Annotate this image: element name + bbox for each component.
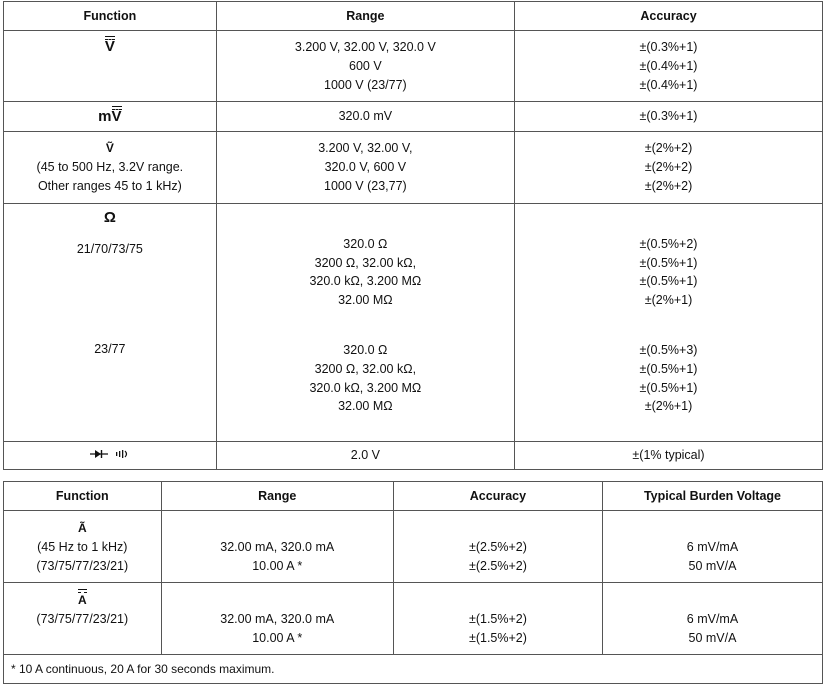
column-header-function: Function — [4, 2, 217, 31]
accuracy-cell: ±(2.5%+2) ±(2.5%+2) — [393, 511, 602, 583]
column-header-accuracy: Accuracy — [393, 482, 602, 511]
diode-continuity-icon — [90, 449, 130, 459]
continuity-beep-icon — [116, 449, 130, 459]
function-cell — [4, 102, 217, 132]
current-spec-table — [3, 481, 823, 684]
diode-icon — [90, 449, 108, 459]
table-header-row — [4, 482, 823, 511]
function-cell: A (73/75/77/23/21) — [4, 583, 162, 655]
range-cell: 2.0 V — [216, 441, 514, 469]
table-row — [4, 441, 823, 469]
dc-millivolt-icon: m V — [98, 108, 122, 126]
range-cell: 320.0 mV — [216, 102, 514, 132]
range-cell: 320.0 Ω 3200 Ω, 32.00 kΩ, 320.0 kΩ, 3.200 MΩ 32.00 MΩ 320.0 Ω 3200 Ω, 32.00 kΩ, 320.0 kΩ, 3.200 MΩ 32.00 MΩ — [216, 203, 514, 441]
ac-voltage-icon: Ṽ — [105, 141, 114, 156]
range-cell: 3.200 V, 32.00 V, 320.0 V 600 V 1000 V (23/77) — [216, 31, 514, 102]
accuracy-cell: ±(2%+2) ±(2%+2) ±(2%+2) — [515, 132, 823, 203]
function-cell: Ã (45 Hz to 1 kHz) (73/75/77/23/21) — [4, 511, 162, 583]
burden-cell: 6 mV/mA 50 mV/A — [602, 583, 822, 655]
function-cell — [4, 441, 217, 469]
ac-current-icon: Ã — [77, 521, 87, 535]
column-header-range: Range — [161, 482, 393, 511]
footnote-row — [4, 655, 823, 684]
table-row — [4, 203, 823, 441]
table-header-row — [4, 2, 823, 31]
model-list: 23/77 — [94, 342, 126, 357]
table-row — [4, 511, 823, 583]
column-header-range: Range — [216, 2, 514, 31]
table-row — [4, 583, 823, 655]
accuracy-cell: ±(0.3%+1) ±(0.4%+1) ±(0.4%+1) — [515, 31, 823, 102]
function-cell — [4, 31, 217, 102]
accuracy-cell: ±(1% typical) — [515, 441, 823, 469]
function-cell — [4, 203, 217, 441]
accuracy-cell: ±(0.5%+2) ±(0.5%+1) ±(0.5%+1) ±(2%+1) ±(0.5%+3) ±(0.5%+1) ±(0.5%+1) ±(2%+1) — [515, 203, 823, 441]
model-list: 21/70/73/75 — [76, 241, 143, 256]
table-row — [4, 102, 823, 132]
burden-cell: 6 mV/mA 50 mV/A — [602, 511, 822, 583]
ohm-icon: Ω — [103, 208, 116, 226]
accuracy-cell: ±(1.5%+2) ±(1.5%+2) — [393, 583, 602, 655]
table-row — [4, 31, 823, 102]
column-header-burden-voltage: Typical Burden Voltage — [602, 482, 822, 511]
dc-current-icon: A — [78, 591, 87, 610]
column-header-function: Function — [4, 482, 162, 511]
column-header-accuracy: Accuracy — [515, 2, 823, 31]
dc-voltage-icon: V — [104, 38, 115, 55]
accuracy-cell: ±(0.3%+1) — [515, 102, 823, 132]
range-cell: 32.00 mA, 320.0 mA 10.00 A * — [161, 583, 393, 655]
voltage-resistance-spec-table — [3, 1, 823, 470]
range-cell: 32.00 mA, 320.0 mA 10.00 A * — [161, 511, 393, 583]
table-row — [4, 132, 823, 203]
footnote: * 10 A continuous, 20 A for 30 seconds maximum. — [4, 655, 823, 684]
range-cell: 3.200 V, 32.00 V, 320.0 V, 600 V 1000 V (23,77) — [216, 132, 514, 203]
function-cell: Ṽ (45 to 500 Hz, 3.2V range. Other ranges 45 to 1 kHz) — [4, 132, 217, 203]
